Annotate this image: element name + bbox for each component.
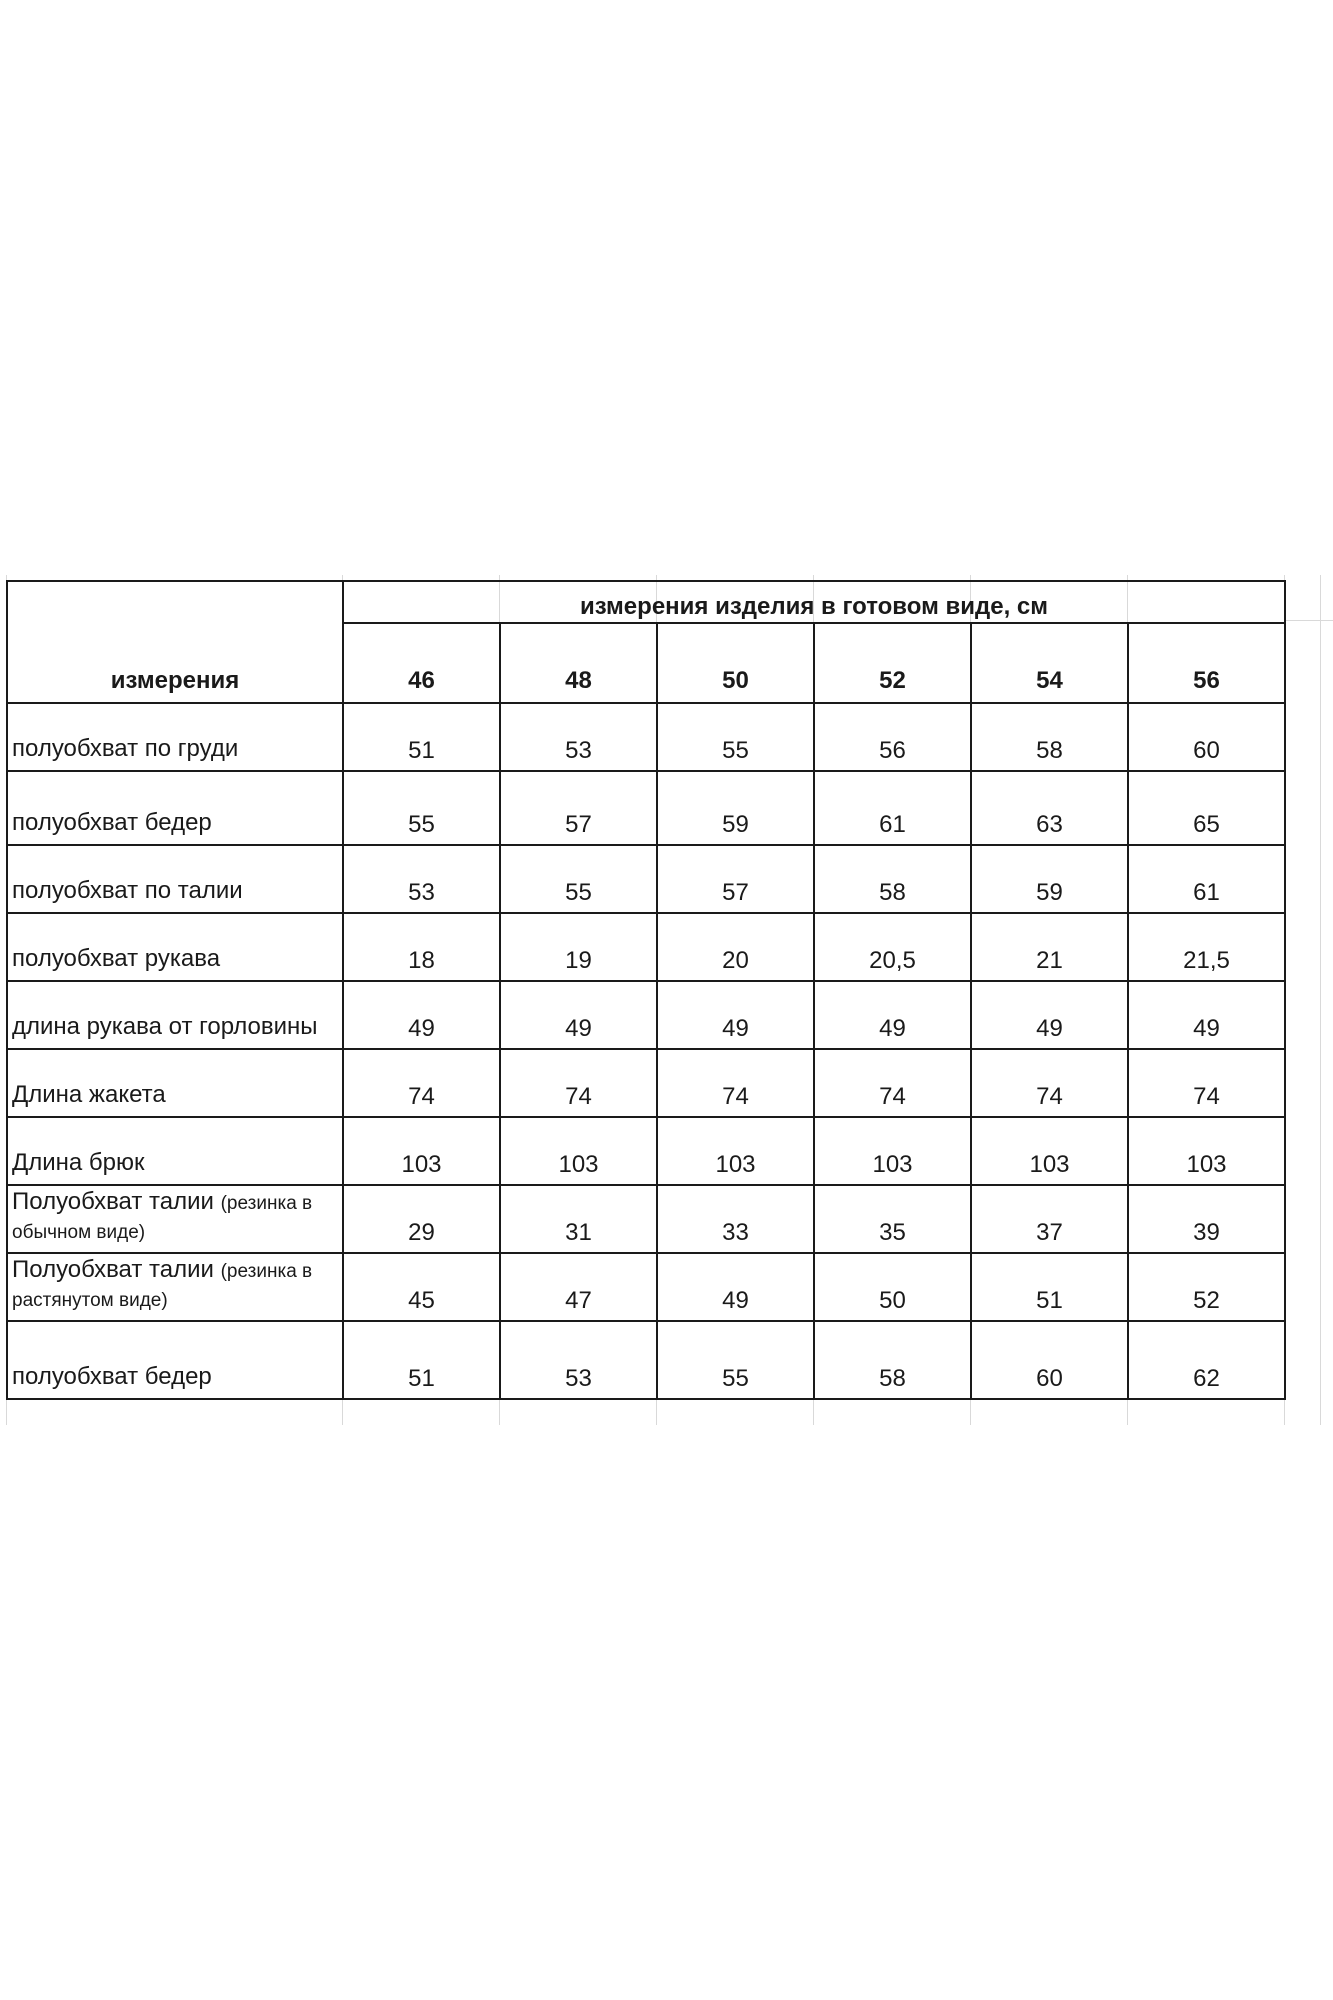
row-label: [7, 1253, 343, 1321]
value-cell: 103: [1128, 1117, 1285, 1185]
value-cell: 45: [343, 1253, 500, 1321]
table-row: [7, 845, 1285, 913]
value-cell: 53: [500, 703, 657, 771]
value-cell: 74: [500, 1049, 657, 1117]
table-row: [7, 703, 1285, 771]
value-cell: 53: [500, 1321, 657, 1399]
value-cell: 20: [657, 913, 814, 981]
value-cell: 60: [971, 1321, 1128, 1399]
value-cell: 31: [500, 1185, 657, 1253]
value-cell: 74: [814, 1049, 971, 1117]
value-cell: 65: [1128, 771, 1285, 845]
value-cell: 20,5: [814, 913, 971, 981]
row-label-text: полуобхват по талии: [12, 877, 243, 905]
row-label: [7, 845, 343, 913]
row-label: [7, 1049, 343, 1117]
value-cell: 49: [971, 981, 1128, 1049]
header-row-group: [7, 581, 1285, 623]
value-cell: 103: [343, 1117, 500, 1185]
value-cell: 49: [657, 1253, 814, 1321]
value-cell: 58: [814, 845, 971, 913]
size-header: 50: [657, 623, 814, 703]
row-label-note: (резинка в растянутом виде): [12, 1261, 313, 1312]
row-label-text: Полуобхват талии: [12, 1188, 214, 1216]
value-cell: 59: [657, 771, 814, 845]
value-cell: 50: [814, 1253, 971, 1321]
table-row: [7, 1321, 1285, 1399]
value-cell: 60: [1128, 703, 1285, 771]
table-row: [7, 981, 1285, 1049]
row-label: [7, 1321, 343, 1399]
table-row: [7, 771, 1285, 845]
table-row: [7, 1117, 1285, 1185]
value-cell: 35: [814, 1185, 971, 1253]
size-header: 52: [814, 623, 971, 703]
value-cell: 21: [971, 913, 1128, 981]
value-cell: 57: [657, 845, 814, 913]
group-header: измерения изделия в готовом виде, см: [343, 581, 1285, 623]
size-header: 56: [1128, 623, 1285, 703]
value-cell: 37: [971, 1185, 1128, 1253]
gridline: [1284, 620, 1333, 621]
value-cell: 55: [657, 1321, 814, 1399]
value-cell: 19: [500, 913, 657, 981]
value-cell: 74: [971, 1049, 1128, 1117]
value-cell: 103: [657, 1117, 814, 1185]
value-cell: 103: [971, 1117, 1128, 1185]
value-cell: 52: [1128, 1253, 1285, 1321]
corner-header: измерения: [7, 581, 343, 703]
value-cell: 47: [500, 1253, 657, 1321]
value-cell: 51: [343, 1321, 500, 1399]
row-label-text: полуобхват бедер: [12, 1363, 212, 1391]
value-cell: 49: [814, 981, 971, 1049]
value-cell: 53: [343, 845, 500, 913]
value-cell: 33: [657, 1185, 814, 1253]
value-cell: 29: [343, 1185, 500, 1253]
row-label: [7, 1185, 343, 1253]
row-label: [7, 1117, 343, 1185]
value-cell: 39: [1128, 1185, 1285, 1253]
value-cell: 61: [814, 771, 971, 845]
value-cell: 49: [500, 981, 657, 1049]
value-cell: 63: [971, 771, 1128, 845]
value-cell: 55: [343, 771, 500, 845]
row-label: [7, 771, 343, 845]
size-header: 54: [971, 623, 1128, 703]
value-cell: 74: [343, 1049, 500, 1117]
table-row: [7, 1253, 1285, 1321]
size-header: 48: [500, 623, 657, 703]
row-label-text: Длина жакета: [12, 1081, 166, 1109]
value-cell: 61: [1128, 845, 1285, 913]
table-row: [7, 913, 1285, 981]
row-label-text: Длина брюк: [12, 1149, 145, 1177]
row-label: [7, 981, 343, 1049]
table-row: [7, 1049, 1285, 1117]
value-cell: 58: [971, 703, 1128, 771]
value-cell: 55: [500, 845, 657, 913]
size-table: [6, 580, 1286, 1400]
value-cell: 58: [814, 1321, 971, 1399]
value-cell: 21,5: [1128, 913, 1285, 981]
row-label-text: полуобхват бедер: [12, 809, 212, 837]
size-header: 46: [343, 623, 500, 703]
value-cell: 57: [500, 771, 657, 845]
value-cell: 74: [657, 1049, 814, 1117]
value-cell: 49: [343, 981, 500, 1049]
value-cell: 49: [657, 981, 814, 1049]
value-cell: 49: [1128, 981, 1285, 1049]
value-cell: 51: [971, 1253, 1128, 1321]
value-cell: 103: [500, 1117, 657, 1185]
row-label-text: полуобхват по груди: [12, 735, 239, 763]
value-cell: 18: [343, 913, 500, 981]
value-cell: 56: [814, 703, 971, 771]
row-label-text: Полуобхват талии: [12, 1256, 214, 1284]
value-cell: 59: [971, 845, 1128, 913]
row-label: [7, 703, 343, 771]
value-cell: 62: [1128, 1321, 1285, 1399]
value-cell: 51: [343, 703, 500, 771]
row-label-note: (резинка в обычном виде): [12, 1193, 313, 1244]
value-cell: 55: [657, 703, 814, 771]
table-row: [7, 1185, 1285, 1253]
row-label: [7, 913, 343, 981]
value-cell: 74: [1128, 1049, 1285, 1117]
gridline: [1320, 575, 1321, 1425]
value-cell: 103: [814, 1117, 971, 1185]
row-label-text: длина рукава от горловины: [12, 1013, 318, 1041]
row-label-text: полуобхват рукава: [12, 945, 221, 973]
